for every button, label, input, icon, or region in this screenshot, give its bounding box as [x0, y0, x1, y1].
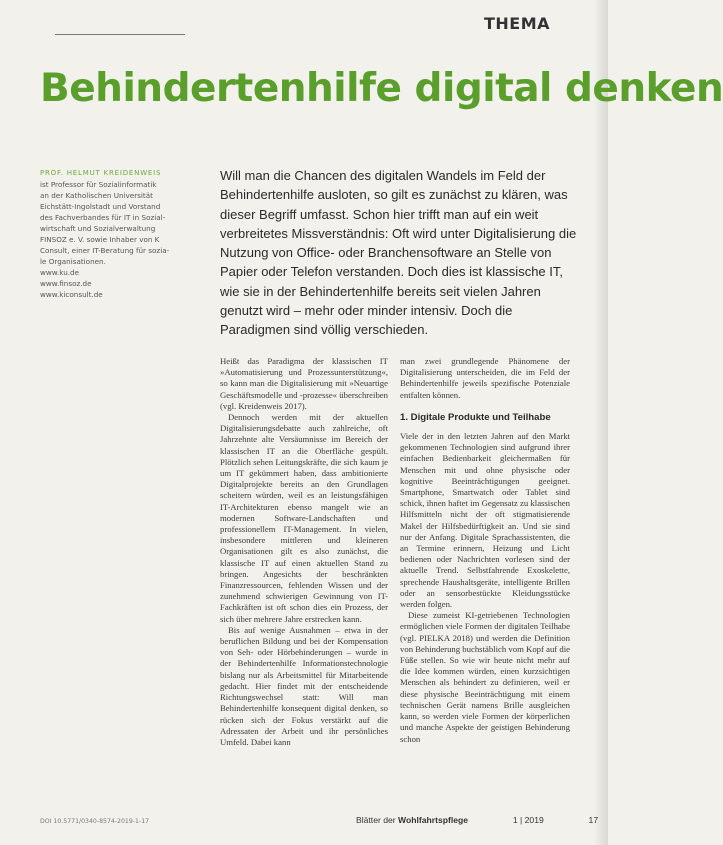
body-paragraph: Bis auf wenige Ausnahmen – etwa in der beruflichen Bildung und bei der Kompensation von Seh- oder Hörbehinderungen – wurde in der Behindertenhilfe Informationstechnologie bislang nur als Arbeitsmittel für Mitarbeitende gedacht. Hier findet mit der entscheidende Richtungswechsel statt: Will man Behindertenhilfe konsequent digital denken, so rücken sich der Fokus verstärkt auf die Adressaten der Arbeit und ihr persönliches Umfeld. Dabei kann — [220, 624, 388, 747]
lead-paragraph: Will man die Chancen des digitalen Wandels im Feld der Behindertenhilfe ausloten, so gilt es zunächst zu klären, was dieser Begriff umfasst. Schon hier trifft man auf ein weit verbreitetes Missverständnis: Oft wird unter Digitalisierung die Nutzung von Office- oder Branchensoftware an Stelle von Papier oder Telefon verstanden. Doch dies ist klassische IT, wie sie in der Behindertenhilfe bereits seit vielen Jahren genutzt wird – mehr oder minder intensiv. Doch die Paradigmen sind völlig verschieden. — [220, 168, 577, 338]
section-subheading: 1. Digitale Produkte und Teilhabe — [400, 411, 551, 423]
top-rule — [55, 34, 185, 35]
issue-number: 1 | 2019 — [512, 815, 544, 825]
journal-prefix: Blätter der — [356, 815, 396, 825]
page-edge — [594, 0, 608, 845]
author-link[interactable]: www.finsoz.de — [40, 279, 92, 288]
author-bio-line: Eichstätt-Ingolstadt und Vorstand — [40, 202, 161, 211]
page-number: 17 — [588, 815, 599, 825]
body-paragraph: man zwei grundlegende Phänomene der Digitalisierung unterscheiden, die im Feld der Behindertenhilfe jeweils spezifische Potenziale entfalten können. — [400, 356, 570, 400]
author-bio-line: ist Professor für Sozialinformatik — [40, 180, 157, 189]
author-bio-line: Consult, einer IT-Beratung für sozia- — [40, 246, 170, 255]
journal-footer — [356, 815, 598, 825]
body-column-right — [400, 356, 570, 745]
article-title: Behindertenhilfe digital denken — [40, 66, 723, 111]
author-bio-line: FINSOZ e. V. sowie Inhaber von K — [40, 235, 160, 244]
author-name: PROF. HELMUT KREIDENWEIS — [40, 169, 162, 177]
body-paragraph: Heißt das Paradigma der klassischen IT »Automatisierung und Prozessunterstützung«, so kann man die Digitalisierung mit »Neuartige Geschäftsmodelle und -prozesse« überschreiben (vgl. Kreidenweis 2017). — [220, 356, 388, 411]
author-bio — [40, 168, 180, 300]
body-paragraph: Diese zumeist KI-getriebenen Technologien ermöglichen viele Formen der digitalen Teilhabe (vgl. PIELKA 2018) und werden die Definition von Behinderung buchstäblich vom Kopf auf die Füße stellen. So wie wir heute nicht mehr auf die Idee kommen würden, einen kurzsichtigen Menschen als behindert zu definieren, weil er diese physische Beeinträchtigung mit einem technischen Gerät namens Brille ausgleichen kann, so werden viele Formen der körperlichen und manche Aspekte der geistigen Behinderung schon — [400, 610, 570, 744]
author-bio-line: des Fachverbandes für IT in Sozial- — [40, 213, 166, 222]
journal-brand: Wohlfahrtspflege — [398, 815, 469, 825]
author-bio-line: an der Katholischen Universität — [40, 191, 153, 200]
author-link[interactable]: www.kiconsult.de — [40, 290, 103, 299]
author-bio-line: le Organisationen. — [40, 257, 106, 266]
author-bio-line: wirtschaft und Sozialverwaltung — [40, 224, 156, 233]
section-label: THEMA — [484, 14, 551, 33]
author-link[interactable]: www.ku.de — [40, 268, 80, 277]
body-column-left — [220, 356, 388, 748]
doi-reference: DOI 10.5771/0340-8574-2019-1-17 — [40, 818, 150, 825]
body-paragraph: Viele der in den letzten Jahren auf den Markt gekommenen Technologien sind aufgrund ihrer einfachen Bedienbarkeit gleichermaßen für Menschen mit und ohne physische oder kognitive Beeinträchtigungen geeignet. Smartphone, Smartwatch oder Tablet sind schick, ihnen haftet im Gegensatz zu klassischen Hilfsmitteln nicht der oft stigmatisierende Makel der Hilfsbedürftigkeit an. Und sie sind nur der Anfang. Digitale Sprachassistenten, die an Termine erinnern, Heizung und Licht bedienen oder Nachrichten vorlesen sind der aktuelle Trend. Selbstfahrende Exoskelette, sprechende Haushaltsgeräte, intelligente Brillen oder an sensorbestückte Kleidungsstücke werden folgen. — [400, 431, 570, 610]
body-paragraph: Dennoch werden mit der aktuellen Digitalisierungsdebatte auch zahlreiche, oft Jahrzehnte alte Versäumnisse im Bereich der klassischen IT an die Oberfläche gespült. Plötzlich sehen Leitungskräfte, die sich kaum je um IT gekümmert haben, dass ambitionierte Digitalprojekte bereits an den Grundlagen scheitern würden, weil es an leistungsfähigen IT-Architekturen ebenso mangelt wie an modernen Software-Landschaften und professionellem IT-Management. In vielen, insbesondere mittleren und kleineren Organisationen gilt es also zunächst, die klassische IT auf einen aktuellen Stand zu bringen. Angesichts der beschränkten Finanzressourcen, fehlenden Wissen und der zunehmend schwierigen Gewinnung von IT-Fachkräften ist oft schon dies ein Prozess, der sich über mehrere Jahre erstrecken kann. — [220, 412, 388, 624]
